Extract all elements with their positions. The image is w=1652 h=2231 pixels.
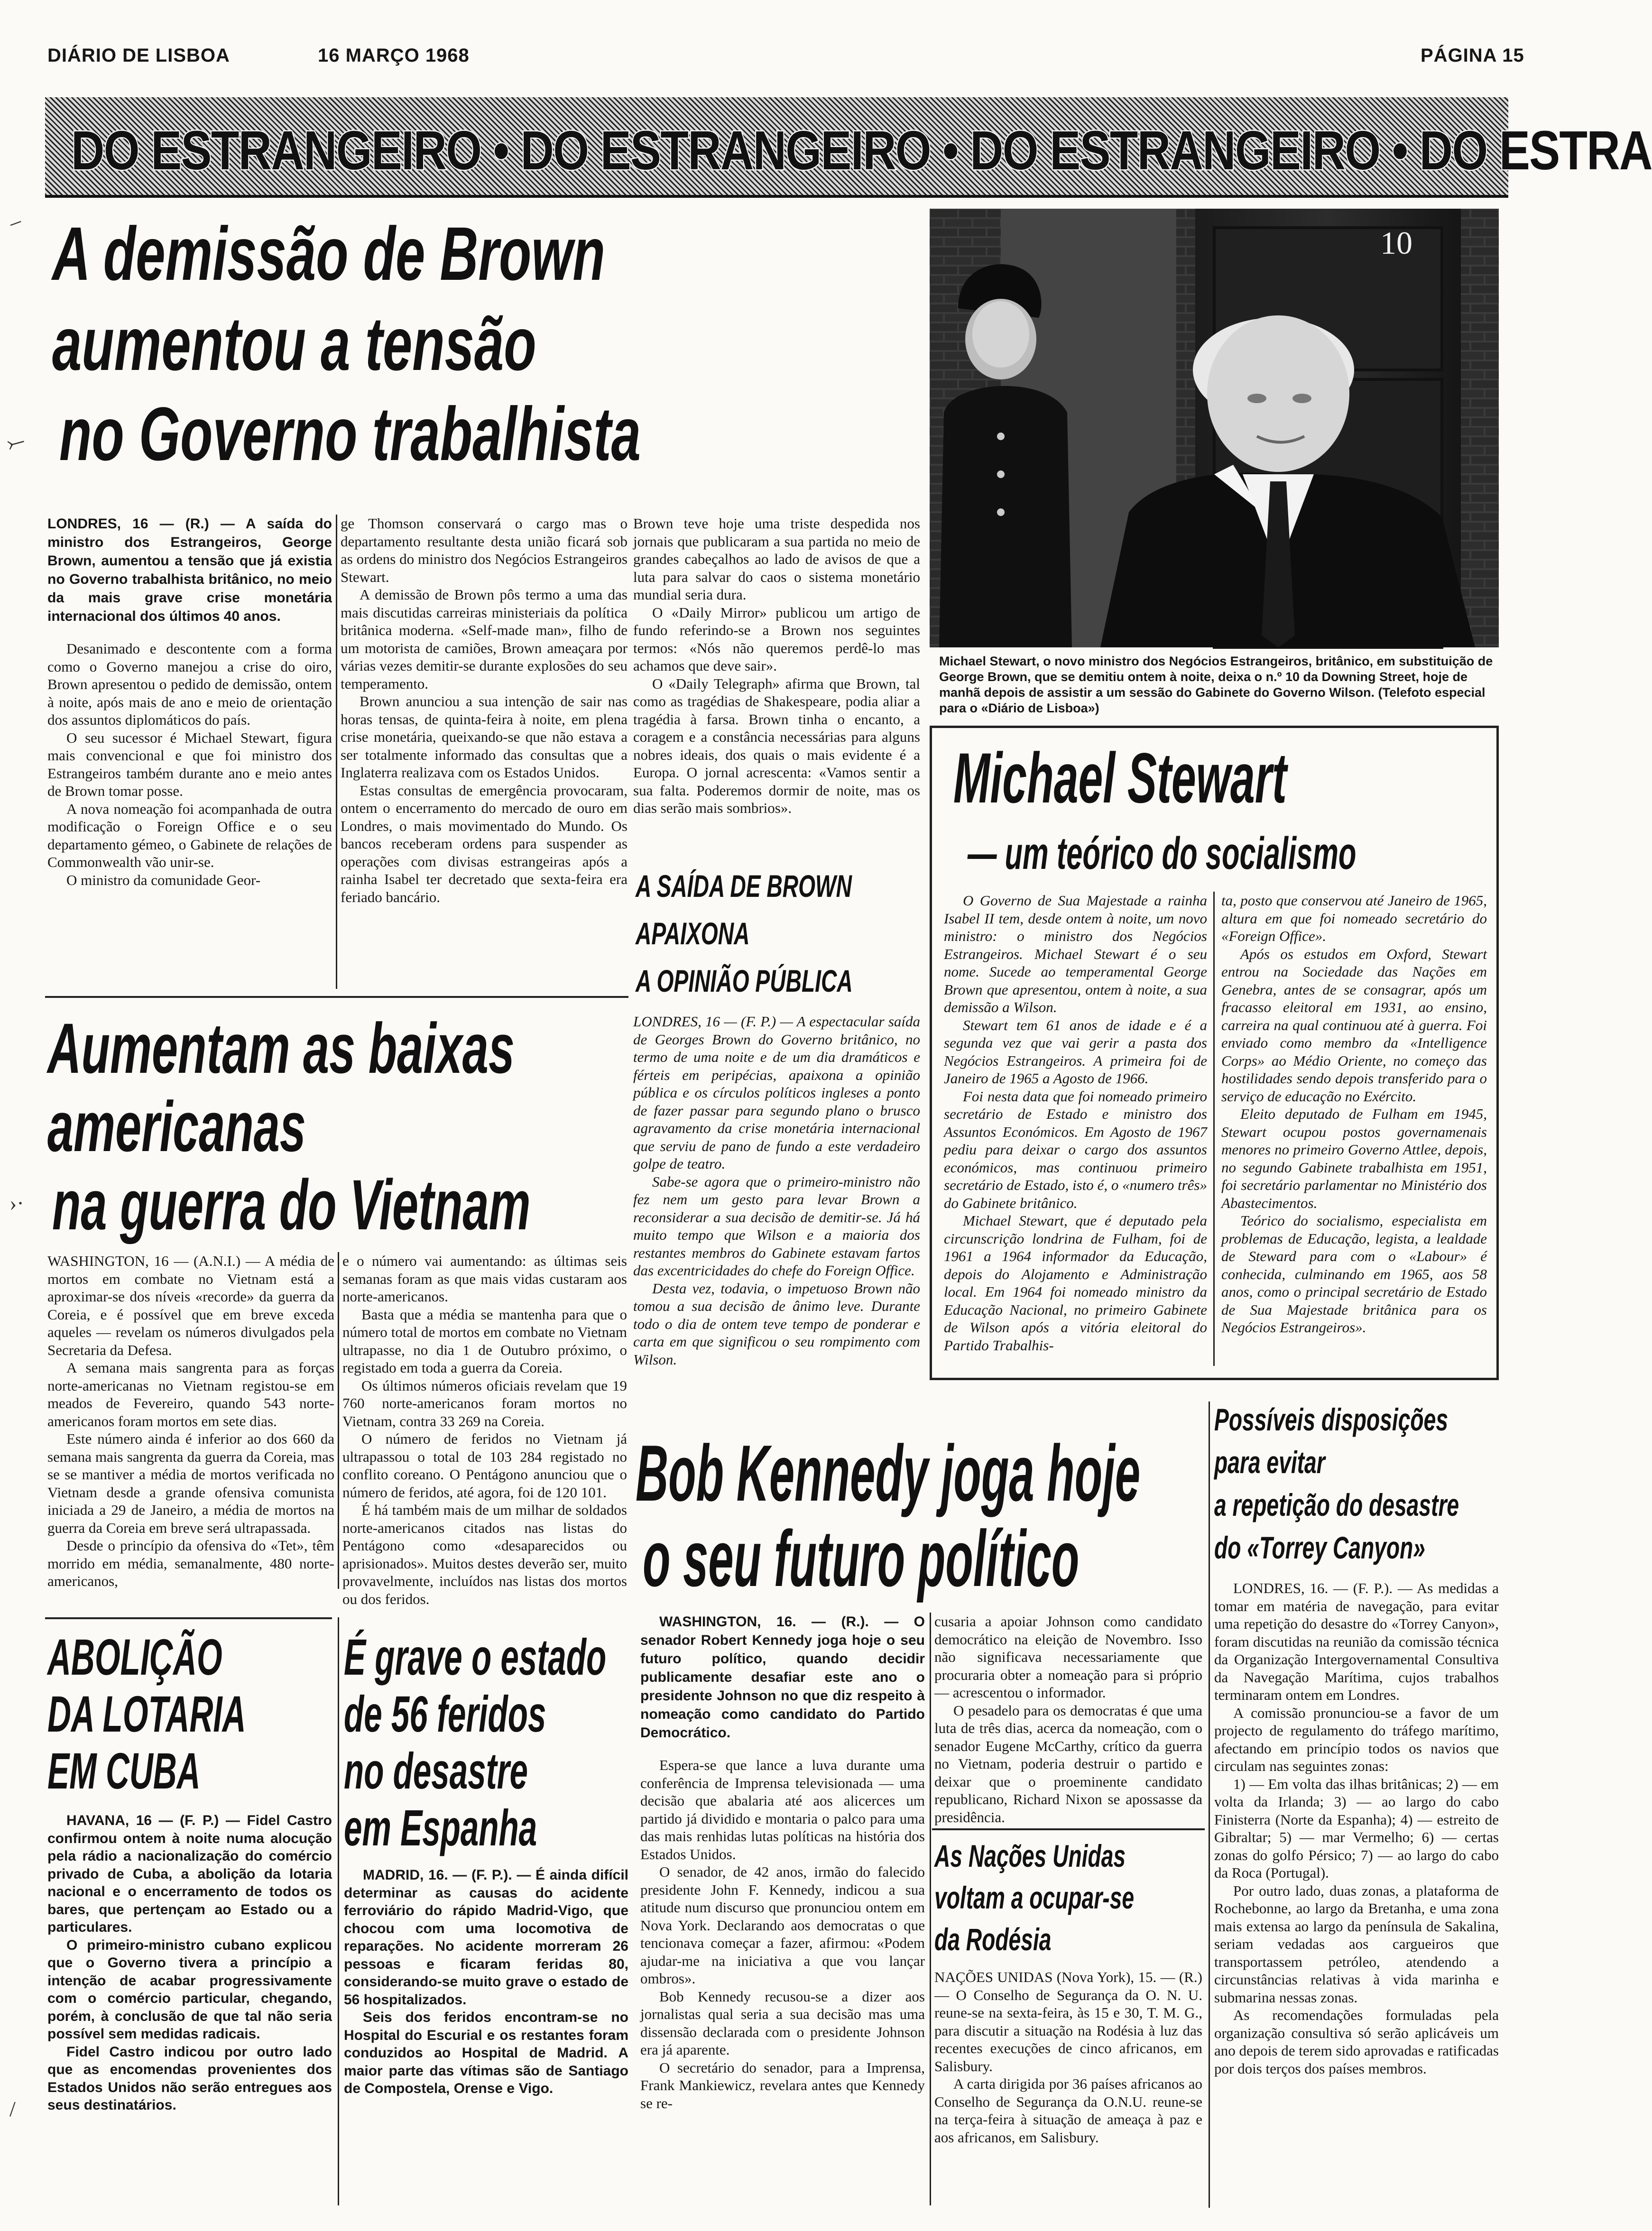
kennedy-paragraph: Espera-se que lance a luva durante uma conferência de Imprensa televisionada — uma decisão que abalaria até aos alicerces um partido já dividido e montaria o palco para uma das mais renhidas lutas políticas na história dos Estados Unidos. (640, 1757, 925, 1862)
vietnam-column-1 (47, 1252, 334, 1594)
brown-headline-line-1: A demissão de Brown (52, 211, 605, 296)
brown-paragraph: Desanimado e descontente com a forma como o Governo manejou a crise do oiro, Brown apresentou o pedido de demissão, ontem à noite, após mais de ano e meio de orientação dos assuntos diplomáticos do país. (47, 640, 332, 728)
vietnam-headline-line-2: americanas (47, 1087, 306, 1166)
vietnam-paragraph: e o número vai aumentando: as últimas seis semanas foram as que mais vidas custaram aos norte-americanos. (342, 1253, 627, 1305)
vietnam-headline-line-3: na guerra do Vietnam (52, 1165, 531, 1245)
kennedy-paragraph: O secretário do senador, para a Imprensa, Frank Mankiewicz, revelara antes que Kennedy se re- (640, 2059, 925, 2111)
torrey-headline-line-1: Possíveis disposições (1214, 1402, 1449, 1437)
brown-paragraph: Estas consultas de emergência provocaram, ontem o encerramento do mercado de ouro em Londres, o mais movimentado do Mundo. Os bancos receberam ordens para suspender as operações com divisas estrangeiras após a rainha Isabel ter decretado que sexta-feira era feriado bancário. (341, 782, 628, 905)
saida-paragraph: LONDRES, 16 — (F. P.) — A espectacular saída de Georges Brown do Governo britânico, no termo de uma noite e de um dia dramáticos e férteis em peripécias, apaixona a opinião pública e os círculos políticos ingleses a ponto de fazer passar para segundo plano o brusco agravamento da crise monetária internacional que serviu de pano de fundo a este verdadeiro golpe de teatro. (633, 1013, 920, 1172)
cuba-headline-line-2: DA LOTARIA (47, 1685, 246, 1742)
torrey-paragraph: 1) — Em volta das ilhas britânicas; 2) — em volta da Irlanda; 3) — ao largo do cabo Finisterra (Norte da Espanha); 4) — estreito de Gibraltar; 5) — mar Vermelho; 6) — certas zonas do golfo Pérsico; 7) — ao largo do cabo da Roca (Portugal). (1214, 1775, 1499, 1881)
vietnam-column-2 (342, 1252, 627, 1607)
photo-caption: Michael Stewart, o novo ministro dos Negócios Estrangeiros, britânico, em substituição de George Brown, que se demitiu ontem à noite, deixa o n.º 10 da Downing Street, hoje de manhã depois de assistir a um sessão do Gabinete do Governo Wilson. (Telefoto especial para o «Diário de Lisboa») (939, 654, 1493, 715)
vietnam-paragraph: Basta que a média se mantenha para que o número total de mortos em combate no Vietnam ultrapasse, no dia 1 de Outubro próximo, o registado em toda a guerra da Coreia. (342, 1306, 627, 1376)
kennedy-paragraph: O pesadelo para os democratas é que uma luta de três dias, acerca da nomeação, com o senador Eugene McCarthy, crítico da guerra no Vietnam, poderia destruir o partido e deixar que o proeminente candidato republicano, Richard Nixon se apossasse da presidência. (934, 1702, 1202, 1825)
stewart-paragraph: Após os estudos em Oxford, Stewart entrou na Sociedade das Nações em Genebra, antes de se consagrar, após um fracasso eleitoral em 1931, ao ensino, carreira na qual continuou até à guerra. Foi enviado como membro da «Intelligence Corps» ao Médio Oriente, no começo das hostilidades sendo depois transferido para o serviço de educação no Exército. (1221, 945, 1487, 1105)
torrey-headline-line-2: para evitar (1214, 1445, 1325, 1480)
section-banner-text: DO ESTRANGEIRO • DO ESTRANGEIRO • DO ESTRANGEIRO • DO ESTRA (71, 120, 1652, 181)
stewart-subheadline: — um teórico do socialismo (968, 828, 1357, 879)
saida-headline-line-1: A SAÍDA DE BROWN (636, 868, 852, 903)
stewart-paragraph: Stewart tem 61 anos de idade e é a segunda vez que vai gerir a pasta dos Negócios Estrangeiros. A primeira foi de Janeiro de 1965 a Agosto de 1966. (944, 1016, 1207, 1087)
torrey-paragraph: As recomendações formuladas pela organização consultiva só serão aplicáveis um ano depois de terem sido aprovadas e ratificadas por dois terços dos países membros. (1214, 2007, 1499, 2077)
brown-paragraph: Brown anunciou a sua intenção de sair nas horas tensas, de quinta-feira à noite, em plena crise monetária, queixando-se que não estava a ser totalmente informado das consultas que a Inglaterra realizava com os Estados Unidos. (341, 693, 628, 781)
cuba-text (47, 1812, 332, 2210)
espanha-paragraph: Seis dos feridos encontram-se no Hospital do Escurial e os restantes foram conduzidos ao Hospital de Madrid. A maior parte das vítimas são de Santiago de Compostela, Orense e Vigo. (344, 2010, 628, 2096)
espanha-headline-line-3: no desastre (344, 1742, 528, 1799)
column-rule (1209, 1401, 1210, 2208)
brown-lead: LONDRES, 16 — (R.) — A saída do ministro dos Estrangeiros, George Brown, aumentou a tensão que já existia no Governo trabalhista britânico, no meio da mais grave crise monetária internacional dos últimos 40 anos. (47, 516, 332, 624)
espanha-paragraph: MADRID, 16. — (F. P.). — É ainda difícil determinar as causas do acidente ferroviário do rápido Madrid-Vigo, que chocou com uma locomotiva de reparações. No acidente morreram 26 pessoas e ficaram feridas 80, considerando-se muito grave o estado de 56 hospitalizados. (344, 1867, 628, 2008)
section-banner (45, 97, 1652, 198)
column-rule (930, 1613, 931, 2205)
saida-paragraph: Sabe-se agora que o primeiro-ministro não fez nem um gesto para levar Brown a reconsiderar a sua decisão de demitir-se. Já há muito tempo que Wilson e a maioria dos restantes membros do Gabinete estavam fartos das excentricidades do chefe do Foreign Office. (633, 1173, 920, 1279)
vietnam-paragraph: Os últimos números oficiais revelam que 19 760 norte-americanos foram mortos no Vietnam, contra 33 269 na Coreia. (342, 1377, 627, 1429)
brown-paragraph: A demissão de Brown pôs termo a uma das mais discutidas carreiras ministeriais da política britânica moderna. «Self-made man», filho de um motorista de camiões, Brown ameaçara por várias vezes demitir-se durante explosões do seu temperamento. (341, 586, 628, 692)
vietnam-paragraph: O número de feridos no Vietnam já ultrapassou o total de 103 284 registado no conflito coreano. O Pentágono anunciou que o número de feridos, até agora, foi de 120 101. (342, 1430, 627, 1501)
torrey-text (1214, 1579, 1499, 2210)
brown-paragraph: O «Daily Mirror» publicou um artigo de fundo referindo-se a Brown nos seguintes termos: «Nós não queremos perdê-lo mas achamos que deve sair». (633, 604, 920, 674)
cuba-headline-line-1: ABOLIÇÃO (47, 1628, 222, 1686)
page-number: PÁGINA 15 (1421, 45, 1524, 66)
vietnam-paragraph: Desde o princípio da ofensiva do «Tet», têm morrido em média, semanalmente, 480 norte-americanos, (47, 1537, 334, 1589)
margin-mark: / (9, 2097, 16, 2121)
issue-date: 16 MARÇO 1968 (318, 45, 470, 66)
margin-mark: – (5, 208, 25, 235)
stewart-paragraph: Eleito deputado de Fulham em 1945, Stewart ocupou postos governamenais menores no primeiro Governo Attlee, depois, no segundo Gabinete trabalhista em 1951, foi secretário parlamentar no Ministério dos Abastecimentos. (1221, 1106, 1487, 1211)
stewart-paragraph: O Governo de Sua Majestade a rainha Isabel II tem, desde ontem à noite, um novo ministro: o ministro dos Negócios Estrangeiros. Michael Stewart é o seu nome. Sucede ao temperamental George Brown que apresentou, ontem à noite, a sua demissão a Wilson. (944, 892, 1207, 1015)
saida-headline-line-3: A OPINIÃO PÚBLICA (636, 963, 853, 998)
brown-headline-line-2: aumentou a tensão (52, 301, 536, 386)
saida-paragraph: Desta vez, todavia, o impetuoso Brown não tomou a sua decisão de ânimo leve. Durante todo o dia de ontem teve tempo de ponderar e carta em que significou o seu rompimento com Wilson. (633, 1280, 920, 1368)
column-rule (336, 515, 337, 989)
stewart-column-2 (1221, 892, 1487, 1371)
torrey-paragraph: LONDRES, 16. — (F. P.). — As medidas a tomar em matéria de navegação, para evitar uma repetição do desastre do «Torrey Canyon», foram discutidas na reunião da comissão técnica da Organização Intergovernamental Consultiva da Navegação Marítima, cujos trabalhos terminaram ontem em Londres. (1214, 1580, 1499, 1703)
door-number-10: 10 (1380, 225, 1412, 261)
kennedy-paragraph: O senador, de 42 anos, irmão do falecido presidente John F. Kennedy, indicou a sua atitude num discurso que pronunciou ontem em Nova York. Declarando aos democratas o que tencionava começar a fazer, afirmou: «Podem ajudar-me na iniciativa a que vou lançar ombros». (640, 1863, 925, 1987)
saida-text (633, 1013, 920, 1380)
newspaper-name: DIÁRIO DE LISBOA (47, 45, 230, 66)
kennedy-headline-line-2: o seu futuro político (643, 1514, 1080, 1603)
vietnam-paragraph: Este número ainda é inferior ao dos 660 da semana mais sangrenta da guerra da Coreia, mas se se mantiver a média de mortos verificada no Vietnam desde a grande ofensiva comunista iniciada a 29 de Janeiro, a média de mortos na guerra da Coreia em breve será ultrapassada. (47, 1430, 334, 1536)
kennedy-paragraph: cusaria a apoiar Johnson como candidato democrático na eleição de Novembro. Isso não significava necessariamente que procuraria obter a nomeação para si próprio — acrescentou o informador. (934, 1613, 1202, 1701)
torrey-paragraph: Por outro lado, duas zonas, a plataforma de Rochebonne, ao largo da Bretanha, e uma zona mais extensa ao largo da península de Sakalina, seriam vedadas aos cargueiros que transportassem petróleo, atendendo a circunstâncias relativas à vida marinha e submarina nessas zonas. (1214, 1882, 1499, 2006)
vietnam-paragraph: É há também mais de um milhar de soldados norte-americanos citados nas listas do Pentágono como «desaparecidos ou aprisionados». Muitos destes deverão ser, muito provavelmente, incluídos nas listas dos mortos ou dos feridos. (342, 1502, 627, 1607)
stewart-paragraph: ta, posto que conservou até Janeiro de 1965, altura em que foi nomeado secretário do «Foreign Office». (1221, 892, 1487, 944)
brown-paragraph: O ministro da comunidade Geor- (66, 871, 261, 888)
kennedy-lead: WASHINGTON, 16. — (R.). — O senador Robert Kennedy joga hoje o seu futuro político, quando decidir publicamente desafiar este ano o presidente Johnson no que diz respeito à nomeação como candidato do Partido Democrático. (640, 1614, 925, 1741)
cuba-paragraph: O primeiro-ministro cubano explicou que o Governo tivera a princípio a intenção de acabar progressivamente com o comércio particular, chegando, porém, à conclusão de que tal não seria possível sem medidas radicais. (47, 1937, 332, 2042)
rodesia-paragraph: NAÇÕES UNIDAS (Nova York), 15. — (R.) — O Conselho de Segurança da O. N. U. reune-se na sexta-feira, às 15 e 30, T. M. G., para discutir a situação na Rodésia à luz das recentes execuções de cinco africanos, em Salisbury. (934, 1969, 1202, 2074)
cuba-headline-line-3: EM CUBA (47, 1742, 201, 1799)
brown-paragraph: A nova nomeação foi acompanhada de outra modificação o Foreign Office e o seu departamento gémeo, o Gabinete de relações de Commonwealth vão unir-se. (47, 800, 332, 870)
saida-headline-line-2: APAIXONA (636, 916, 750, 951)
rodesia-headline-line-3: da Rodésia (934, 1922, 1052, 1957)
brown-headline-line-3: no Governo trabalhista (59, 391, 641, 476)
rodesia-paragraph: A carta dirigida por 36 países africanos ao Conselho de Segurança da O.N.U. reune-se na terça-feira à situação de ameaça à paz e aos africanos, em Salisbury. (934, 2075, 1202, 2146)
torrey-headline-line-3: a repetição do desastre (1214, 1487, 1459, 1522)
brown-column-3 (633, 515, 920, 856)
stewart-headline: Michael Stewart (953, 738, 1287, 818)
brown-paragraph: Brown teve hoje uma triste despedida nos jornais que publicaram a sua partida no meio de grandes cabeçalhos ao lado de avisos de que a luta para salvar do caos o sistema monetário mundial seria dura. (633, 515, 920, 603)
espanha-headline-line-1: É grave o estado (344, 1628, 607, 1686)
stewart-photo-image (930, 209, 1499, 647)
espanha-headline-line-4: em Espanha (344, 1799, 537, 1856)
brown-paragraph: O seu sucessor é Michael Stewart, figura mais convencional e que foi ministro dos Estrangeiros também durante ano e meio antes de Brown tomar posse. (47, 729, 332, 799)
stewart-paragraph: Teórico do socialismo, especialista em problemas de Educação, legista, a lealdade de Steward para com o «Labour» é conhecida, culminando em 1965, aos 58 anos, como o principal secretário de Estado de Sua Majestade britânica para os Negócios Estrangeiros». (1221, 1212, 1487, 1336)
torrey-headline-line-4: do «Torrey Canyon» (1214, 1530, 1425, 1565)
column-rule (338, 1252, 339, 1589)
vietnam-paragraph: WASHINGTON, 16 — (A.N.I.) — A média de mortos em combate no Vietnam está a aproximar-se dos níveis «recorde» da guerra da Coreia, e é possível que em breve exceda aqueles — revelam os números divulgados pela Secretaria da Defesa. (47, 1253, 334, 1358)
column-rule (338, 1617, 339, 2205)
kennedy-paragraph: Bob Kennedy recusou-se a dizer aos jornalistas qual seria a sua decisão mas uma dissensão declarada com o presidente Johnson era já aparente. (640, 1988, 925, 2058)
brown-paragraph: ge Thomson conservará o cargo mas o departamento resultante desta união ficará sob as ordens do ministro dos Negócios Estrangeiros Stewart. (341, 515, 628, 585)
cuba-paragraph: HAVANA, 16 — (F. P.) — Fidel Castro confirmou ontem à noite numa alocução pela rádio a nacionalização do comércio privado de Cuba, a abolição da lotaria nacional e o encerramento de todos os bares, que pertençam ao Estado ou a particulares. (47, 1813, 332, 1935)
stewart-column-1 (944, 892, 1207, 1371)
section-rule (45, 1617, 332, 1619)
vietnam-headline-line-1: Aumentam as baixas (47, 1008, 515, 1088)
section-rule (932, 1828, 1205, 1830)
brown-column-1 (47, 515, 332, 994)
column-rule (1213, 892, 1215, 1366)
stewart-photo (930, 209, 1499, 647)
brown-column-2 (341, 515, 628, 994)
brown-paragraph: O «Daily Telegraph» afirma que Brown, tal como as tragédias de Shakespeare, podia aliar a tragédia à farsa. Brown tinha o encanto, a coragem e a constância necessárias para alguns nobres ideais, dos quais o mais evidente é a Europa. O jornal acrescenta: «Vamos sentir a sua falta. Poderemos dormir de noite, mas os dias serão mais sombrios». (633, 675, 920, 816)
margin-mark: ⤚ (4, 428, 28, 456)
kennedy-headline-line-1: Bob Kennedy joga hoje (636, 1429, 1141, 1518)
rodesia-text (934, 1968, 1202, 2210)
espanha-headline-line-2: de 56 feridos (344, 1685, 546, 1742)
margin-mark: ›· (9, 1191, 24, 1215)
stewart-paragraph: Michael Stewart, que é deputado pela circunscrição londrina de Fulham, foi de 1961 a 1964 informador da Educação, depois do Alojamento e Administração local. Em 1964 foi nomeado ministro da Educação Nacional, no primeiro Gabinete de Wilson após a vitória eleitoral do Partido Trabalhis- (944, 1212, 1207, 1354)
rodesia-headline-line-1: As Nações Unidas (934, 1838, 1126, 1873)
kennedy-column-2 (934, 1613, 1202, 1826)
section-rule (45, 996, 628, 998)
rodesia-headline-line-2: voltam a ocupar-se (934, 1880, 1135, 1915)
cuba-paragraph: Fidel Castro indicou por outro lado que as encomendas provenientes dos Estados Unidos não serão entregues aos seus destinatários. (47, 2044, 332, 2113)
torrey-paragraph: A comissão pronunciou-se a favor de um projecto de regulamento do tráfego marítimo, afectando em princípio todos os navios que circulam nas seguintes zonas: (1214, 1704, 1499, 1774)
espanha-text (344, 1866, 628, 2208)
kennedy-column-1 (640, 1613, 925, 2210)
vietnam-paragraph: A semana mais sangrenta para as forças norte-americanas no Vietnam registou-se em meados de Fevereiro, quando 543 norte-americanos foram mortos em sete dias. (47, 1359, 334, 1429)
stewart-paragraph: Foi nesta data que foi nomeado primeiro secretário de Estado e ministro dos Assuntos Económicos. Em Agosto de 1967 pediu para deixar o cargo dos assuntos económicos, mas continuou primeiro secretário de Estado, isto é, o «numero três» do Gabinete britânico. (944, 1088, 1207, 1211)
